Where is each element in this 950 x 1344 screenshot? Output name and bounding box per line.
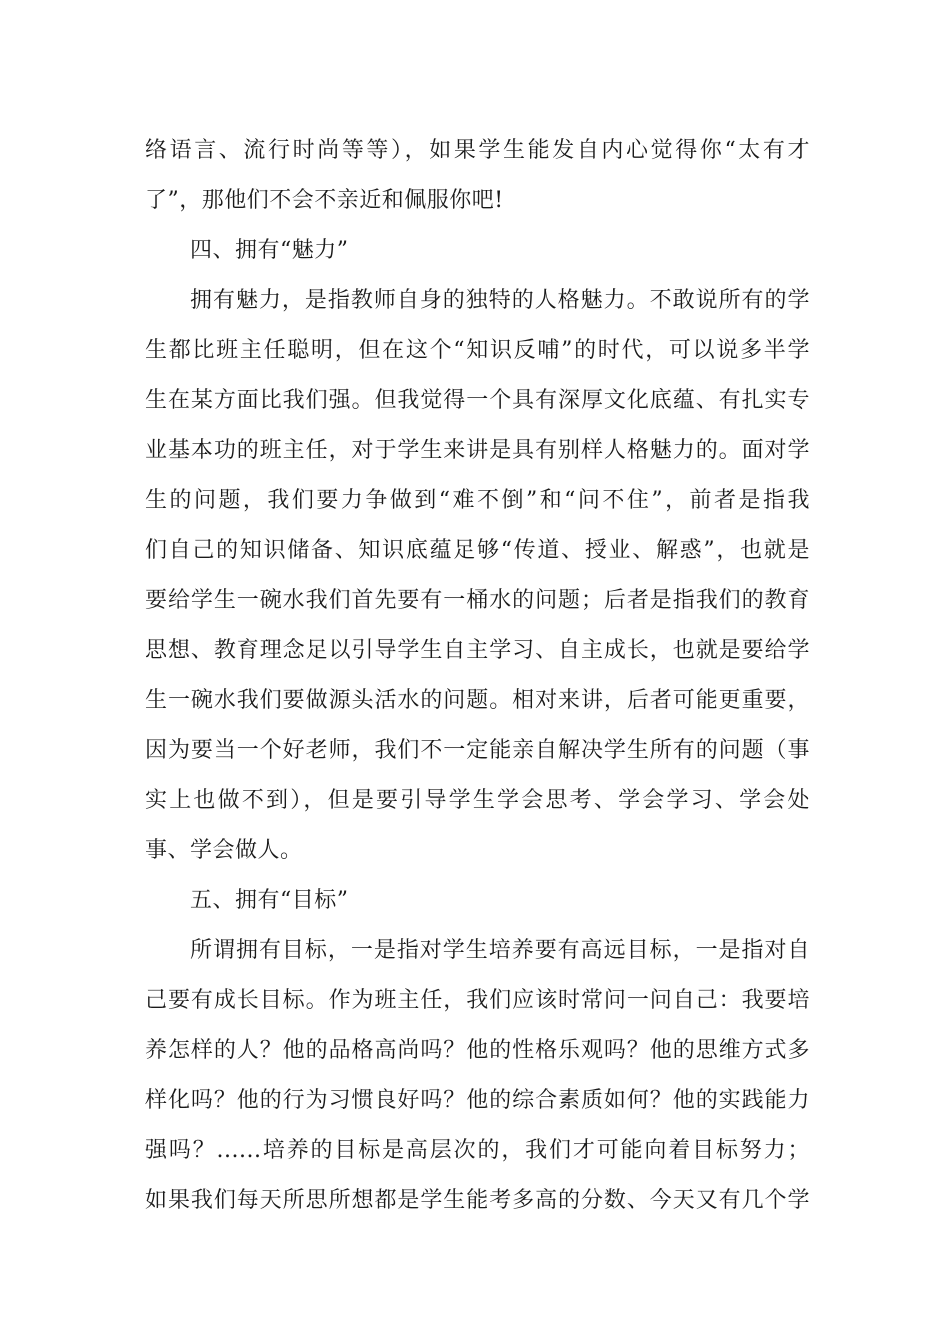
text-line: 们自己的知识储备、知识底蕴足够“传道、授业、解惑”，也就是 <box>145 538 810 563</box>
text-line: 业基本功的班主任，对于学生来讲是具有别样人格魅力的。面对学 <box>145 438 810 463</box>
text-line: 实上也做不到），但是要引导学生学会思考、学会学习、学会处 <box>145 788 810 813</box>
text-line: 生都比班主任聪明，但在这个“知识反哺”的时代，可以说多半学 <box>145 338 810 363</box>
text-line: 事、学会做人。 <box>145 838 303 863</box>
section-heading: 四、拥有“魅力” <box>190 238 349 263</box>
text-line: 样化吗？他的行为习惯良好吗？他的综合素质如何？他的实践能力 <box>145 1088 810 1113</box>
text-line: 生在某方面比我们强。但我觉得一个具有深厚文化底蕴、有扎实专 <box>145 388 810 413</box>
text-line: 养怎样的人？他的品格高尚吗？他的性格乐观吗？他的思维方式多 <box>145 1038 810 1063</box>
section-heading: 五、拥有“目标” <box>190 888 349 913</box>
text-line: 己要有成长目标。作为班主任，我们应该时常问一问自己：我要培 <box>145 988 810 1013</box>
text-line: 因为要当一个好老师，我们不一定能亲自解决学生所有的问题（事 <box>145 738 810 763</box>
text-line: 要给学生一碗水我们首先要有一桶水的问题；后者是指我们的教育 <box>145 588 810 613</box>
text-line: 生的问题，我们要力争做到“难不倒”和“问不住”，前者是指我 <box>145 488 810 513</box>
text-line: 络语言、流行时尚等等），如果学生能发自内心觉得你“太有才 <box>145 138 810 163</box>
text-line: 如果我们每天所思所想都是学生能考多高的分数、今天又有几个学 <box>145 1188 810 1213</box>
text-line: 生一碗水我们要做源头活水的问题。相对来讲，后者可能更重要， <box>145 688 810 713</box>
text-line: 拥有魅力，是指教师自身的独特的人格魅力。不敢说所有的学 <box>190 288 810 313</box>
text-line: 了”，那他们不会不亲近和佩服你吧! <box>145 188 504 213</box>
text-line: 所谓拥有目标，一是指对学生培养要有高远目标，一是指对自 <box>190 938 810 963</box>
text-line: 思想、教育理念足以引导学生自主学习、自主成长，也就是要给学 <box>145 638 810 663</box>
text-line: 强吗？......培养的目标是高层次的，我们才可能向着目标努力； <box>145 1138 810 1163</box>
